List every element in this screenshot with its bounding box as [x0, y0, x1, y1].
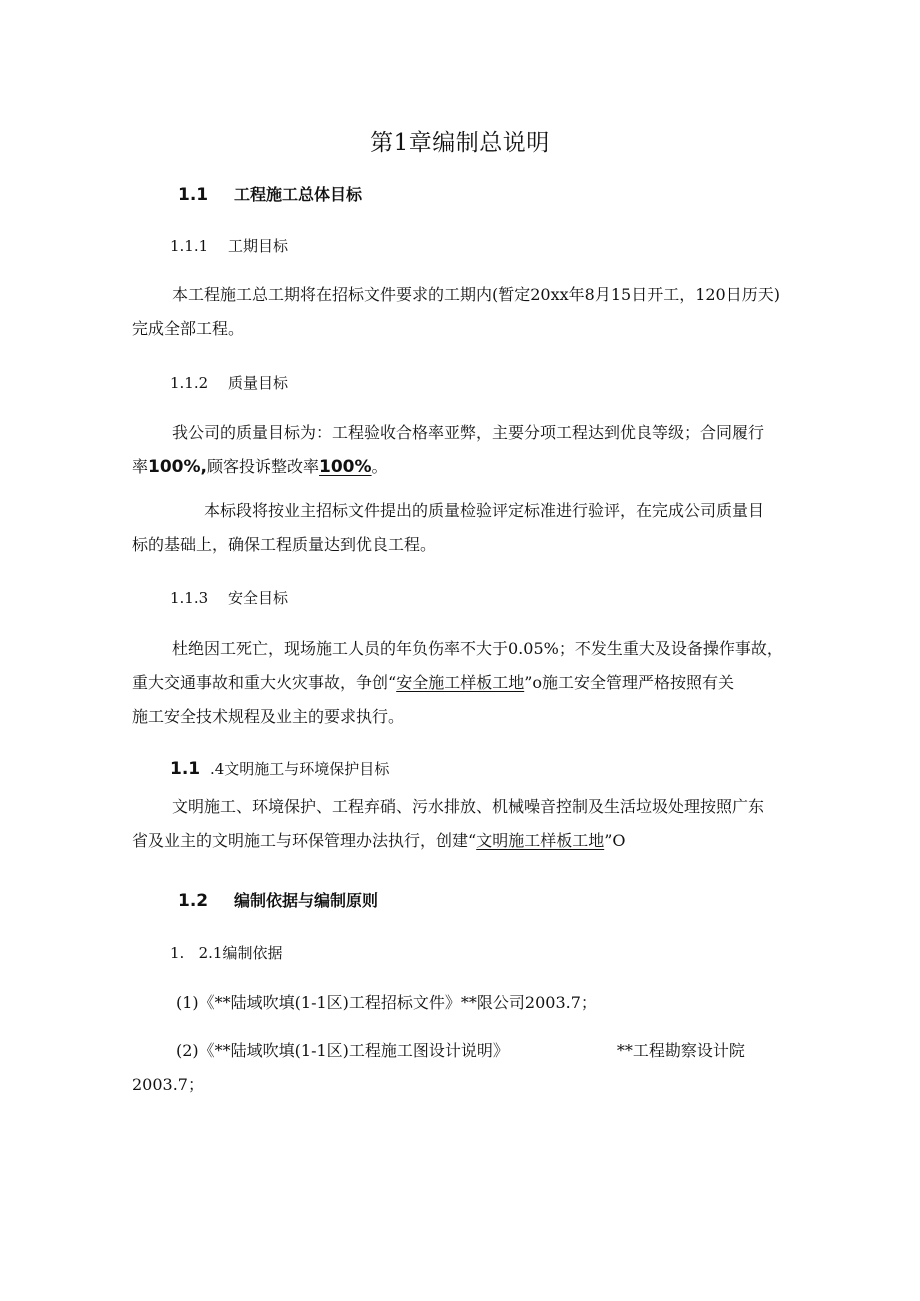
- section-heading-1-2: [178, 888, 378, 911]
- text-run: ”O: [604, 831, 626, 850]
- subsection-title: 工期目标: [228, 237, 289, 255]
- schedule-paragraph: [132, 278, 822, 346]
- text-run: 重大交通事故和重大火灾事故，争创“: [132, 673, 397, 692]
- text-run: ”o施工安全管理严格按照有关: [524, 673, 735, 692]
- text-run: 顾客投诉整改率: [207, 457, 320, 476]
- subsection-heading-1-2-1: 1. 2.1编制依据: [170, 944, 283, 962]
- subsection-heading-1-1-3: [170, 587, 288, 608]
- percent-value-underlined: 100%: [319, 457, 372, 477]
- safety-paragraph: [132, 632, 822, 734]
- subsection-title: 安全目标: [228, 589, 289, 607]
- paragraph-line: 完成全部工程。: [132, 319, 245, 338]
- chapter-title: 第1章编制总说明: [370, 130, 550, 156]
- paragraph-line: 标的基础上，确保工程质量达到优良工程。: [132, 535, 437, 554]
- paragraph-line: 我公司的质量目标为：工程验收合格率亚弊，主要分项工程达到优良等级；合同履行: [172, 423, 765, 442]
- text-run: 省及业主的文明施工与环保管理办法执行，创建“: [132, 831, 477, 850]
- paragraph-line: 施工安全技术规程及业主的要求执行。: [132, 707, 405, 726]
- paragraph-line: [132, 1034, 822, 1068]
- quality-standard-paragraph: [132, 494, 822, 562]
- paragraph-line: 本工程施工总工期将在招标文件要求的工期内(暂定20xx年8月15日开工，120日历天): [172, 285, 780, 304]
- quality-paragraph: [132, 416, 822, 484]
- paragraph-line: [132, 666, 822, 700]
- section-heading-1-1: [178, 182, 362, 205]
- subsection-heading-1-1-1: [170, 235, 288, 256]
- section-title: 编制依据与编制原则: [234, 891, 379, 910]
- paragraph-line: 杜绝因工死亡，现场施工人员的年负伤率不大于0.05%；不发生重大及设备操作事故，: [172, 639, 783, 658]
- section-number: 1.1: [178, 185, 209, 205]
- underlined-phrase: 安全施工样板工地: [396, 673, 525, 692]
- subsection-heading-1-1-2: [170, 372, 288, 393]
- subsection-number: 1.1.2: [170, 374, 209, 392]
- section-title: 工程施工总体目标: [234, 185, 363, 204]
- paragraph-line: 本标段将按业主招标文件提出的质量检验评定标准进行验评，在完成公司质量目: [204, 501, 765, 520]
- text-run: 率: [132, 457, 149, 476]
- text-run: 。: [371, 457, 388, 476]
- subsection-number: 1.1.1: [170, 237, 209, 255]
- subsection-number: 1.1.3: [170, 589, 209, 607]
- percent-value: 100%,: [148, 457, 207, 477]
- underlined-phrase: 文明施工样板工地: [476, 831, 605, 850]
- reference-item-1: (1)《**陆域吹填(1-1区)工程招标文件》**限公司2003.7；: [176, 993, 597, 1012]
- subsection-number: 1.1: [170, 759, 201, 779]
- civilized-construction-paragraph: [132, 790, 822, 858]
- section-number: 1.2: [178, 891, 209, 911]
- reference-item-2: [132, 1034, 822, 1102]
- text-run: **工程勘察设计院: [616, 1041, 745, 1060]
- subsection-heading-1-1-4: [170, 758, 389, 779]
- subsection-title: .4文明施工与环境保护目标: [210, 760, 390, 778]
- paragraph-line: [132, 450, 822, 484]
- subsection-title: 质量目标: [228, 374, 289, 392]
- text-run: (2)《**陆域吹填(1-1区)工程施工图设计说明》: [176, 1041, 509, 1060]
- paragraph-line: 2003.7；: [132, 1075, 204, 1094]
- paragraph-line: [132, 824, 822, 858]
- paragraph-line: 文明施工、环境保护、工程弃硝、污水排放、机械噪音控制及生活垃圾处理按照广东: [172, 797, 765, 816]
